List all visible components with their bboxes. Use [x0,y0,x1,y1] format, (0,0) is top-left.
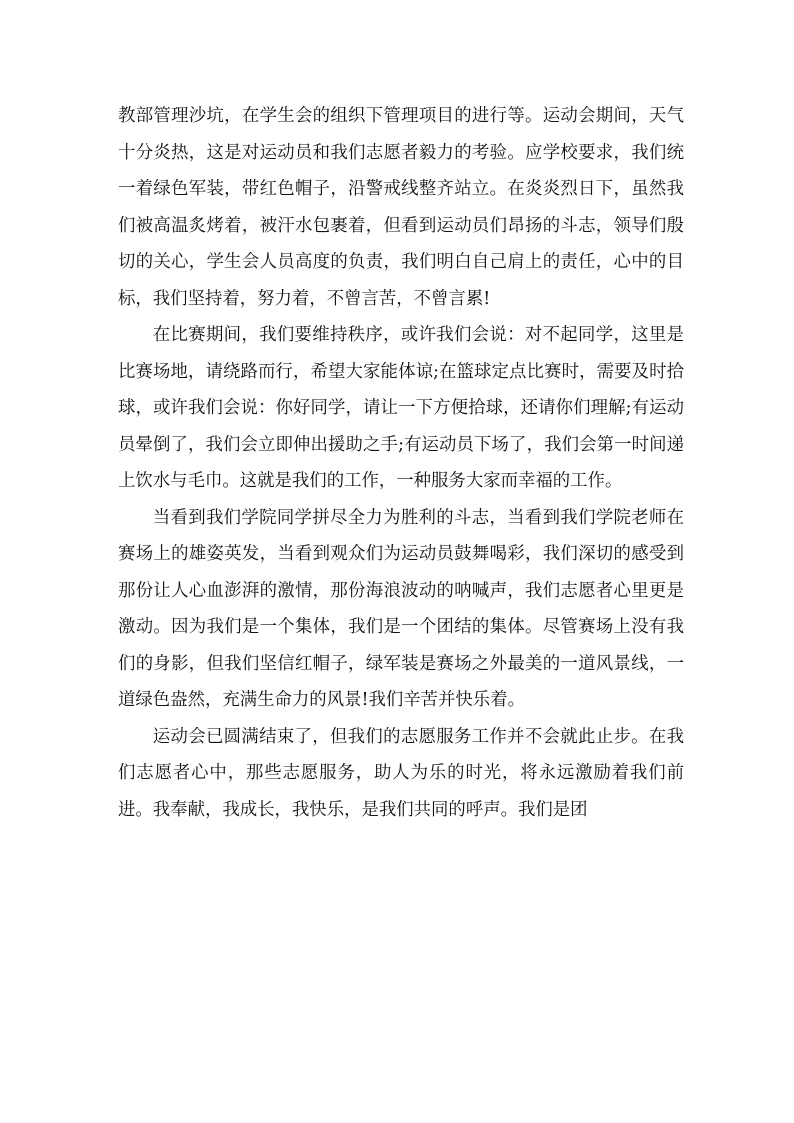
paragraph-competition-duties: 在比赛期间，我们要维持秩序，或许我们会说：对不起同学，这里是比赛场地，请绕路而行，希望大家能体谅;在篮球定点比赛时，需要及时拾球，或许我们会说：你好同学，请让一下方便拾球，还请你们理解;有运动员晕倒了，我们会立即伸出援助之手;有运动员下场了，我们会第一时间递上饮水与毛巾。这就是我们的工作，一种服务大家而幸福的工作。 [118,325,684,491]
document-body [118,98,684,828]
paragraph-continued: 教部管理沙坑，在学生会的组织下管理项目的进行等。运动会期间，天气十分炎热，这是对运动员和我们志愿者毅力的考验。应学校要求，我们统一着绿色军装，带红色帽子，沿警戒线整齐站立。在炎炎烈日下，虽然我们被高温炙烤着，被汗水包裹着，但看到运动员们昂扬的斗志，领导们殷切的关心，学生会人员高度的负责，我们明白自己肩上的责任，心中的目标，我们坚持着，努力着，不曾言苦，不曾言累! [118,106,684,309]
paragraph-team-spirit: 当看到我们学院同学拼尽全力为胜利的斗志，当看到我们学院老师在赛场上的雄姿英发，当看到观众们为运动员鼓舞喝彩，我们深切的感受到那份让人心血澎湃的激情，那份海浪波动的呐喊声，我们志愿者心里更是激动。因为我们是一个集体，我们是一个团结的集体。尽管赛场上没有我们的身影，但我们坚信红帽子，绿军装是赛场之外最美的一道风景线，一道绿色盎然，充满生命力的风景!我们辛苦并快乐着。 [118,507,684,710]
paragraph-conclusion: 运动会已圆满结束了，但我们的志愿服务工作并不会就此止步。在我们志愿者心中，那些志愿服务，助人为乐的时光，将永远激励着我们前进。我奉献，我成长，我快乐，是我们共同的呼声。我们是团 [118,726,684,820]
